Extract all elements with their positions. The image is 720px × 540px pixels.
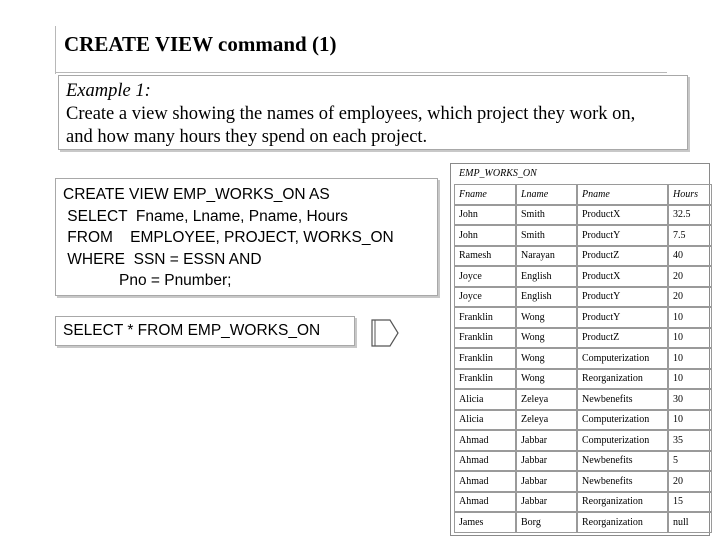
table-row (454, 430, 712, 451)
table-cell: 20 (668, 287, 712, 308)
example-text-line-1: Create a view showing the names of employees, which project they work on, (66, 104, 636, 124)
table-cell: Computerization (577, 348, 668, 369)
sql-line: FROM EMPLOYEE, PROJECT, WORKS_ON (63, 229, 394, 246)
table-cell: Franklin (454, 307, 516, 328)
table-cell: Wong (516, 307, 577, 328)
sql-line: SELECT Fname, Lname, Pname, Hours (63, 207, 348, 225)
table-row (454, 225, 712, 246)
column-header-lname: Lname (516, 184, 577, 205)
table-cell: null (668, 512, 712, 533)
table-row (454, 451, 712, 472)
table-row (454, 266, 712, 287)
view-result-table (454, 184, 712, 533)
table-cell: Jabbar (516, 471, 577, 492)
table-cell: Ahmad (454, 451, 516, 472)
table-header-row (454, 184, 712, 205)
column-header-pname: Pname (577, 184, 668, 205)
select-query-box: SELECT * FROM EMP_WORKS_ON (55, 316, 355, 346)
table-cell: John (454, 225, 516, 246)
table-cell: Reorganization (577, 492, 668, 513)
sql-line: WHERE SSN = ESSN AND (63, 250, 262, 268)
table-cell: ProductY (577, 225, 668, 246)
table-cell: Ramesh (454, 246, 516, 267)
table-cell: ProductX (577, 205, 668, 226)
table-cell: 7.5 (668, 225, 712, 246)
table-cell: James (454, 512, 516, 533)
table-cell: Ahmad (454, 471, 516, 492)
table-row (454, 369, 712, 390)
table-body (454, 205, 712, 533)
table-row (454, 287, 712, 308)
create-view-sql-box (55, 178, 438, 296)
title-rule-horizontal (55, 72, 667, 73)
table-cell: Wong (516, 348, 577, 369)
table-cell: Newbenefits (577, 451, 668, 472)
table-cell: ProductZ (577, 328, 668, 349)
table-cell: Ahmad (454, 430, 516, 451)
table-cell: Jabbar (516, 451, 577, 472)
table-cell: Newbenefits (577, 389, 668, 410)
table-cell: ProductY (577, 287, 668, 308)
table-cell: English (516, 266, 577, 287)
table-row (454, 348, 712, 369)
table-row (454, 246, 712, 267)
table-cell: English (516, 287, 577, 308)
table-cell: Ahmad (454, 492, 516, 513)
table-cell: Wong (516, 369, 577, 390)
table-cell: 5 (668, 451, 712, 472)
table-row (454, 328, 712, 349)
view-table-caption: EMP_WORKS_ON (459, 168, 537, 179)
table-cell: Jabbar (516, 430, 577, 451)
table-cell: Jabbar (516, 492, 577, 513)
table-cell: Alicia (454, 389, 516, 410)
table-cell: ProductY (577, 307, 668, 328)
table-row (454, 471, 712, 492)
sql-line: CREATE VIEW EMP_WORKS_ON AS (63, 186, 330, 203)
example-text-line-2: and how many hours they spend on each project. (66, 127, 428, 147)
table-cell: 10 (668, 369, 712, 390)
example-box (58, 75, 688, 150)
table-row (454, 307, 712, 328)
table-cell: Zeleya (516, 389, 577, 410)
right-arrow-icon (370, 312, 400, 354)
table-cell: 10 (668, 307, 712, 328)
table-cell: 20 (668, 471, 712, 492)
table-cell: Narayan (516, 246, 577, 267)
table-cell: ProductX (577, 266, 668, 287)
table-cell: Wong (516, 328, 577, 349)
table-cell: John (454, 205, 516, 226)
table-cell: 10 (668, 348, 712, 369)
table-cell: ProductZ (577, 246, 668, 267)
table-cell: Computerization (577, 430, 668, 451)
title-rule-vertical (55, 26, 56, 74)
table-cell: Joyce (454, 266, 516, 287)
example-heading: Example 1: (66, 81, 151, 101)
table-row (454, 389, 712, 410)
column-header-fname: Fname (454, 184, 516, 205)
table-cell: Franklin (454, 348, 516, 369)
table-cell: 10 (668, 328, 712, 349)
table-row (454, 512, 712, 533)
table-cell: Alicia (454, 410, 516, 431)
table-cell: 32.5 (668, 205, 712, 226)
sql-line: Pno = Pnumber; (63, 272, 232, 289)
table-cell: Borg (516, 512, 577, 533)
table-cell: Reorganization (577, 512, 668, 533)
table-cell: Smith (516, 225, 577, 246)
table-row (454, 492, 712, 513)
table-cell: Franklin (454, 369, 516, 390)
table-cell: 35 (668, 430, 712, 451)
table-row (454, 205, 712, 226)
table-cell: Joyce (454, 287, 516, 308)
table-cell: Computerization (577, 410, 668, 431)
table-cell: Newbenefits (577, 471, 668, 492)
slide-title: CREATE VIEW command (1) (64, 32, 337, 56)
table-cell: 15 (668, 492, 712, 513)
table-cell: Franklin (454, 328, 516, 349)
column-header-hours: Hours (668, 184, 712, 205)
table-cell: 10 (668, 410, 712, 431)
table-cell: 20 (668, 266, 712, 287)
table-cell: 30 (668, 389, 712, 410)
table-cell: Zeleya (516, 410, 577, 431)
table-cell: Reorganization (577, 369, 668, 390)
table-cell: 40 (668, 246, 712, 267)
table-row (454, 410, 712, 431)
table-cell: Smith (516, 205, 577, 226)
